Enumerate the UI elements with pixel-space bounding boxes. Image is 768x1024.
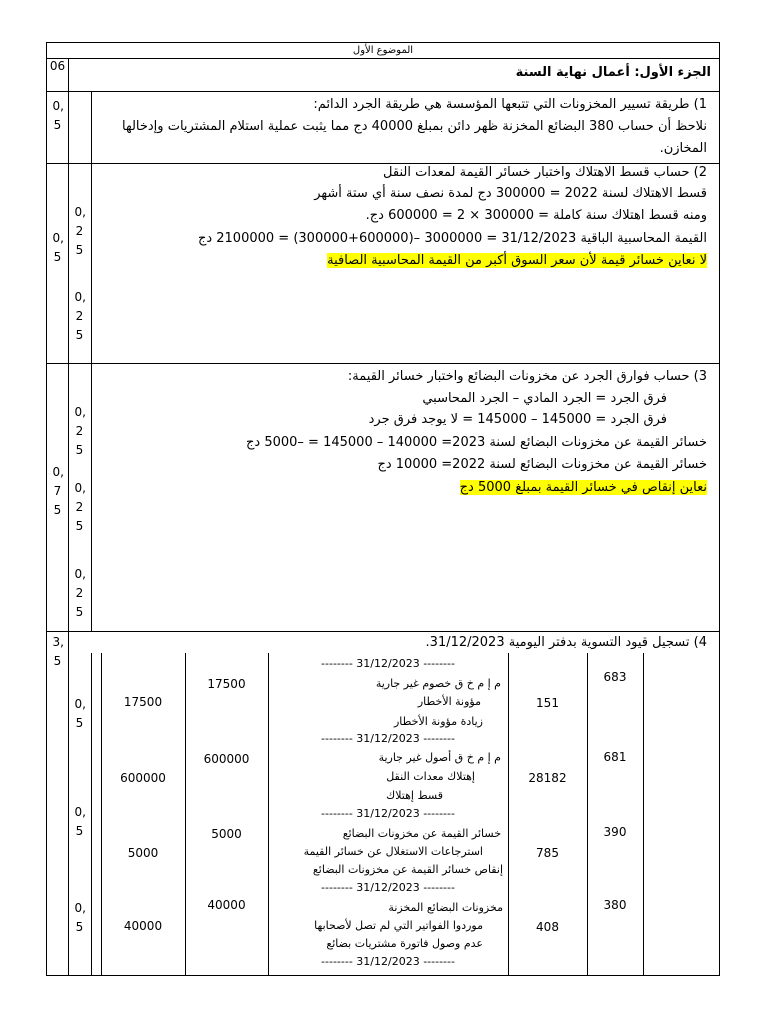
e1-date: -------- 31/12/2023 -------- [321, 657, 455, 670]
e1-grade [68, 695, 91, 733]
q3-sub-grade-2-text: 0,25 [74, 481, 86, 533]
e4-grade [68, 899, 91, 937]
q4-grade-text: 3,5 [52, 635, 64, 668]
e3-grade-text: 0,5 [74, 805, 86, 838]
q2-line-5: لا نعاين خسائر قيمة لأن سعر السوق أكبر من القيمة المحاسبية الصافية [327, 253, 707, 268]
q3-line-3: فرق الجرد = 145000 – 145000 = لا يوجد فرق جرد [368, 412, 667, 427]
e1-debit-label: م إ م خ ق خصوم غير جارية [375, 677, 501, 690]
e3-date: -------- 31/12/2023 -------- [321, 807, 455, 820]
q2-line-3-text: ومنه قسط اهتلاك سنة كاملة = 300000 × 2 = 600000 دج. [365, 208, 707, 223]
q1-line-1: 1) طريقة تسيير المخزونات التي تتبعها المؤسسة هي طريقة الجرد الدائم: [313, 97, 707, 112]
e4-credit-acc: 408 [536, 920, 559, 934]
e2-credit-acc: 28182 [528, 771, 567, 785]
e1-credit-acc: 151 [536, 696, 559, 710]
e1-credit-amt: 17500 [123, 695, 163, 709]
e1-grade-text: 0,5 [74, 697, 86, 730]
q3-sub-grade-3-text: 0,25 [74, 567, 86, 619]
q3-sub-grade-1-text: 0,25 [74, 405, 86, 457]
q2-grade-text: 0,5 [52, 231, 64, 264]
e3-debit-label: خسائر القيمة عن مخزونات البضائع [342, 827, 501, 840]
q2-grade [47, 229, 68, 267]
q1-grade [47, 97, 68, 135]
q1-line-3: المخازن. [659, 141, 707, 156]
e4-credit-label: موردوا الفواتير التي لم تصل لأصحابها [314, 919, 483, 932]
e4-credit-amt: 40000 [123, 919, 163, 933]
q2-line-3 [366, 208, 707, 223]
q3-line-2: فرق الجرد = الجرد المادي – الجرد المحاسبي [422, 391, 667, 406]
e4-debit-amt: 40000 [207, 898, 246, 912]
q3-line-4: خسائر القيمة عن مخزونات البضائع لسنة 2023= 140000 – 145000 = –5000 دج [246, 435, 707, 450]
q2-sub-grade-2 [68, 288, 91, 345]
q2-line-2: قسط الاهتلاك لسنة 2022 = 300000 دج لمدة نصف سنة أي ستة أشهر [314, 186, 707, 201]
e4-grade-text: 0,5 [74, 901, 86, 934]
part-title: الجزء الأول: أعمال نهاية السنة [515, 65, 711, 80]
q4-grade [47, 633, 68, 671]
e4-debit-acc: 380 [603, 898, 627, 912]
e4-date-end: -------- 31/12/2023 -------- [321, 955, 455, 968]
e2-credit-amt: 600000 [120, 771, 166, 785]
e3-grade [68, 803, 91, 841]
e2-date: -------- 31/12/2023 -------- [321, 732, 455, 745]
answer-sheet [46, 42, 720, 976]
q2-sub-grade-1-text: 0,25 [74, 205, 86, 257]
e4-note: عدم وصول فاتورة مشتريات بضائع [326, 937, 483, 950]
e2-credit-label: إهتلاك معدات النقل [386, 770, 475, 783]
q3-line-6: نعاين إنقاص في خسائر القيمة بمبلغ 5000 دج [459, 480, 707, 495]
e1-debit-amt: 17500 [207, 677, 246, 691]
q1-line-2: نلاحظ أن حساب 380 البضائع المخزنة ظهر دائن بمبلغ 40000 دج مما يثبت عملية استلام المشتريات وإدخالها [121, 119, 707, 134]
e3-credit-amt: 5000 [127, 846, 159, 860]
e2-debit-acc: 681 [603, 750, 627, 764]
e3-debit-amt: 5000 [211, 827, 242, 841]
q3-grade-text: 0,75 [52, 465, 64, 517]
q3-line-1: 3) حساب فوارق الجرد عن مخزونات البضائع واختبار خسائر القيمة: [347, 369, 707, 384]
e3-credit-label: استرجاعات الاستغلال عن خسائر القيمة [303, 845, 483, 858]
part-grade: 06 [49, 59, 66, 73]
q3-grade [47, 463, 68, 520]
q3-sub-grade-2 [68, 479, 91, 536]
q1-grade-text: 0,5 [52, 99, 64, 132]
e4-date: -------- 31/12/2023 -------- [321, 881, 455, 894]
q4-title: 4) تسجيل قيود التسوية بدفتر اليومية 31/12/2023. [425, 635, 707, 650]
e1-note: زيادة مؤونة الأخطار [393, 715, 483, 728]
e1-debit-acc: 683 [603, 670, 627, 684]
e3-debit-acc: 390 [603, 825, 627, 839]
e4-debit-label: مخزونات البضائع المخزنة [388, 901, 503, 914]
e2-debit-label: م إ م خ ق أصول غير جارية [378, 751, 501, 764]
q2-sub-grade-1 [68, 203, 91, 260]
e2-debit-amt: 600000 [203, 752, 250, 766]
e3-credit-acc: 785 [536, 846, 559, 860]
e2-note: قسط إهتلاك [386, 789, 443, 802]
q2-line-4: القيمة المحاسبية الباقية 31/12/2023 = 3000000 –(600000+300000) = 2100000 دج [197, 231, 707, 246]
q2-sub-grade-2-text: 0,25 [74, 290, 86, 342]
e3-note: إنقاص خسائر القيمة عن مخزونات البضائع [312, 863, 503, 876]
topic-label: الموضوع الأول [352, 45, 414, 56]
q3-line-5: خسائر القيمة عن مخزونات البضائع لسنة 2022= 10000 دج [377, 457, 707, 472]
q3-sub-grade-3 [68, 565, 91, 622]
q2-line-1: 2) حساب قسط الاهتلاك واختبار خسائر القيمة لمعدات النقل [383, 165, 707, 180]
e1-credit-label: مؤونة الأخطار [417, 695, 481, 708]
q3-sub-grade-1 [68, 403, 91, 460]
